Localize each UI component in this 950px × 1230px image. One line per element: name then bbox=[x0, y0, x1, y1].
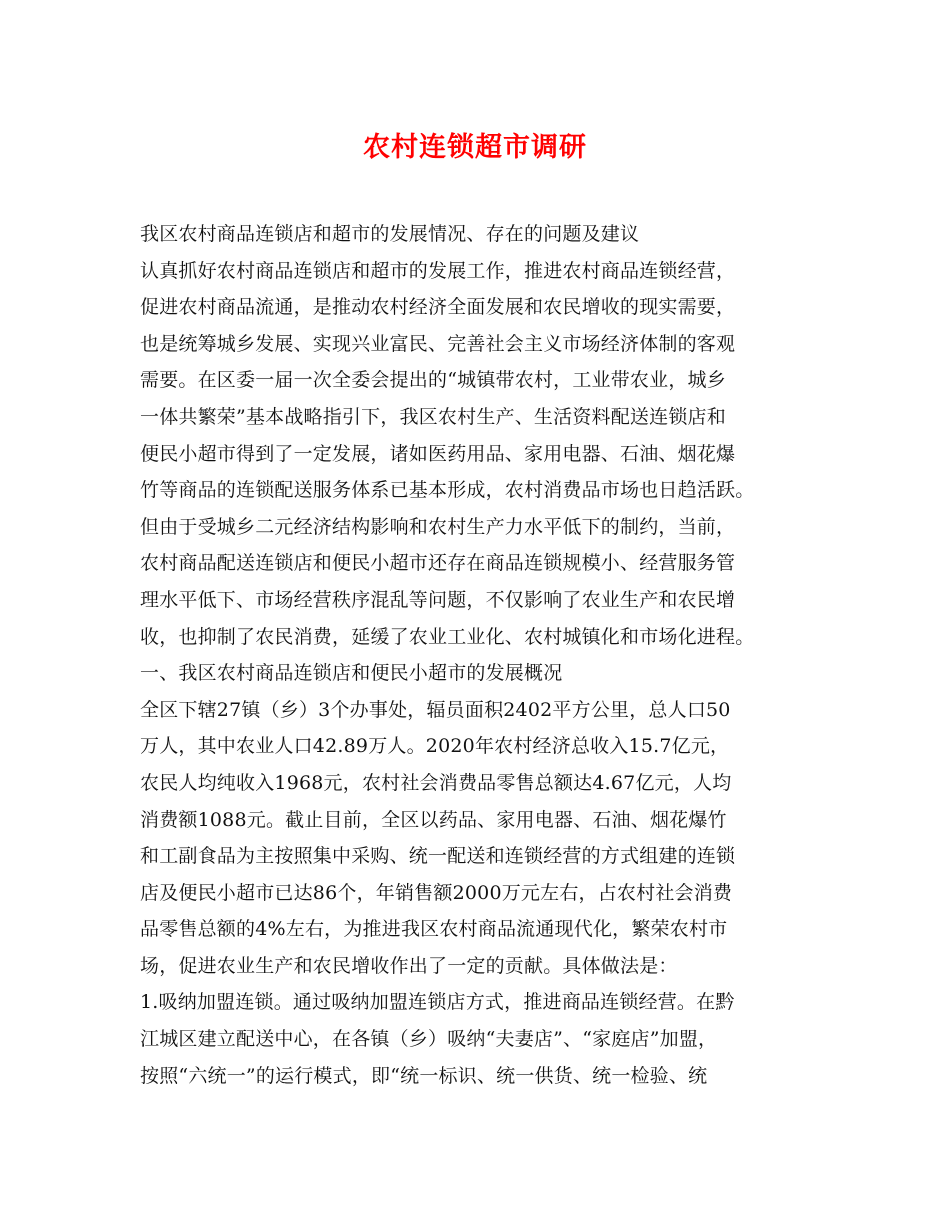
text-line: 品零售总额的4%左右，为推进我区农村商品流通现代化，繁荣农村市 bbox=[140, 918, 728, 941]
text-line: 一体共繁荣”基本战略指引下，我区农村生产、生活资料配送连锁店和 bbox=[140, 405, 726, 428]
text-line: 农村商品配送连锁店和便民小超市还存在商品连锁规模小、经营服务管 bbox=[140, 552, 736, 575]
text-line: 需要。在区委一届一次全委会提出的“城镇带农村，工业带农业，城乡 bbox=[140, 369, 726, 392]
text-line: 便民小超市得到了一定发展，诸如医药用品、家用电器、石油、烟花爆 bbox=[140, 442, 736, 465]
text-line: 农民人均纯收入1968元，农村社会消费品零售总额达4.67亿元，人均 bbox=[140, 771, 732, 794]
text-line: 店及便民小超市已达86个，年销售额2000万元左右，占农村社会消费 bbox=[140, 881, 733, 904]
text-line: 促进农村商品流通，是推动农村经济全面发展和农民增收的现实需要， bbox=[140, 296, 736, 319]
text-line: 全区下辖27镇（乡）3个办事处，辐员面积2402平方公里，总人口50 bbox=[140, 698, 731, 721]
text-line: 江城区建立配送中心，在各镇（乡）吸纳“夫妻店”、“家庭店”加盟， bbox=[140, 1028, 718, 1051]
text-line: 理水平低下、市场经营秩序混乱等问题，不仅影响了农业生产和农民增 bbox=[140, 588, 736, 611]
section-heading: 一、我区农村商品连锁店和便民小超市的发展概况 bbox=[140, 662, 563, 685]
document-title: 农村连锁超市调研 bbox=[363, 132, 587, 163]
text-line: 和工副食品为主按照集中采购、统一配送和连锁经营的方式组建的连锁 bbox=[140, 845, 736, 868]
text-line: 消费额1088元。截止目前，全区以药品、家用电器、石油、烟花爆竹 bbox=[140, 808, 727, 831]
text-line: 收，也抑制了农民消费，延缓了农业工业化、农村城镇化和市场化进程。 bbox=[140, 625, 755, 648]
text-line: 按照“六统一”的运行模式，即“统一标识、统一供货、统一检验、统 bbox=[140, 1064, 708, 1087]
text-line: 场，促进农业生产和农民增收作出了一定的贡献。具体做法是： bbox=[140, 954, 678, 977]
text-line: 也是统筹城乡发展、实现兴业富民、完善社会主义市场经济体制的客观 bbox=[140, 332, 736, 355]
text-line: 1.吸纳加盟连锁。通过吸纳加盟连锁店方式，推进商品连锁经营。在黔 bbox=[140, 991, 735, 1014]
text-line: 竹等商品的连锁配送服务体系已基本形成，农村消费品市场也日趋活跃。 bbox=[140, 479, 755, 502]
text-line: 但由于受城乡二元经济结构影响和农村生产力水平低下的制约，当前， bbox=[140, 515, 736, 538]
text-line: 认真抓好农村商品连锁店和超市的发展工作，推进农村商品连锁经营， bbox=[140, 259, 736, 282]
document-body bbox=[140, 216, 830, 1094]
text-line: 我区农村商品连锁店和超市的发展情况、存在的问题及建议 bbox=[140, 223, 640, 245]
text-line: 万人，其中农业人口42.89万人。2020年农村经济总收入15.7亿元， bbox=[140, 735, 730, 758]
